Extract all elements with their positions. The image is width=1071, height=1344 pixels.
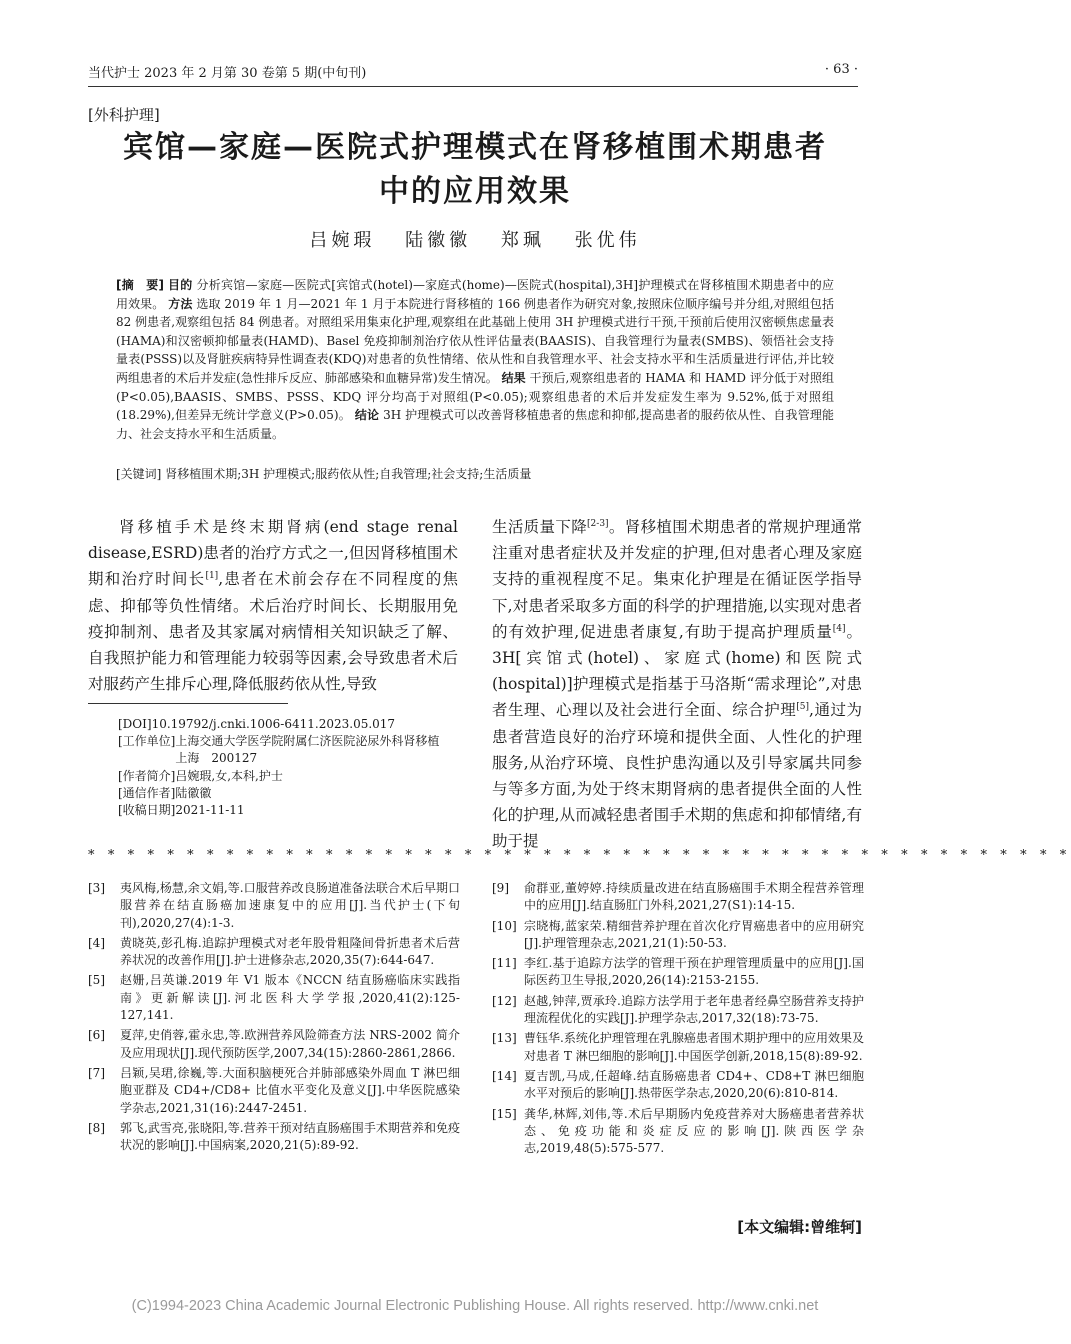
reference-item [492, 1068, 864, 1103]
journal-issue: 当代护士 2023 年 2 月第 30 卷第 5 期(中旬刊) [88, 66, 367, 81]
ref-num: [5] [88, 973, 105, 988]
ref-num: [7] [88, 1065, 105, 1080]
abstract-conclusion: 3H 护理模式可以改善肾移植患者的焦虑和抑郁,提高患者的服药依从性、自我管理能力、社会支持水平和生活质量。 [116, 408, 834, 441]
ref-num: [8] [88, 1120, 105, 1135]
date-label: [收稿日期] [118, 803, 176, 818]
ref-text: 赵姗,吕英谦.2019 年 V1 版本《NCCN 结直肠癌临床实践指南》更新解读[J].河北医科大学学报,2020,41(2):125-127,141. [120, 973, 460, 1023]
title-line-2: 中的应用效果 [379, 174, 571, 209]
author: 郑珮 [500, 230, 545, 251]
body-text: ,患者在术前会存在不同程度的焦虑、抑郁等负性情绪。术后治疗时间长、长期服用免疫抑制剂、患者及其家属对病情相关知识缺乏了解、自我照护能力和管理能力较弱等因素,会导致患者术后对服药产生排斥心理,降低服药依从性,导致 [88, 570, 458, 694]
body-column-left [88, 514, 458, 697]
ref-text: 李红.基于追踪方法学的管理干预在护理管理质量中的应用[J].国际医药卫生导报,2020,26(14):2153-2155. [524, 956, 864, 988]
ref-num: [4] [88, 935, 105, 950]
author: 张优伟 [574, 230, 641, 251]
abstract-aim: 分析宾馆—家庭—医院式[宾馆式(hotel)—家庭式(home)—医院式(hospital),3H]护理模式在肾移植围术期患者中的应用效果。 [116, 278, 834, 311]
body-text: 肾移植手术是终末期肾病(end stage renal disease,ESRD)患者的治疗方式之一,但因肾移植围术期和治疗时间长 [88, 518, 458, 589]
author: 陆徽徽 [405, 230, 472, 251]
ref-text: 宗晓梅,蓝家荣.精细营养护理在首次化疗胃癌患者中的应用研究[J].护理管理杂志,2021,21(1):50-53. [524, 918, 864, 950]
ref-text: 吕颖,吴珺,徐巍,等.大面积脑梗死合并肺部感染外周血 T 淋巴细胞亚群及 CD4+/CD8+ 比值水平变化及意义[J].中华医院感染学杂志,2021,31(16):2447-2451. [120, 1065, 460, 1115]
author-list [0, 226, 950, 252]
reference-item [88, 880, 460, 932]
reference-item [88, 972, 460, 1024]
method-label: 方法 [168, 296, 193, 311]
reference-item [492, 1030, 864, 1065]
ref-num: [9] [492, 881, 509, 895]
footnote-rule [88, 703, 288, 704]
body-text: ,通过为患者营造良好的治疗环境和提供全面、人性化的护理服务,从治疗环境、良性护患沟通以及引导家属共同参与等多方面,为处于终末期肾病的患者提供全面的人性化的护理,从而减轻患者围手术期的焦虑和抑郁情绪,有助于提 [492, 701, 862, 851]
intro-value: 吕婉瑕,女,本科,护士 [175, 768, 283, 783]
corr-label: [通信作者] [118, 785, 176, 800]
ref-num: [3] [88, 881, 105, 895]
reference-item [88, 1027, 460, 1062]
ref-num: [6] [88, 1028, 105, 1043]
reference-item [88, 935, 460, 970]
reference-item [88, 1120, 460, 1155]
body-text: 生活质量下降 [492, 518, 588, 536]
body-column-right [492, 514, 862, 855]
reference-item [492, 880, 864, 915]
article-separator: * * * * * * * * * * * * * * * * * * * * * * * * * * * * * * * * * * * * * * * * * * * * * * * * * * [88, 848, 1071, 863]
article-footnote [118, 716, 463, 819]
corr-row [118, 785, 463, 802]
intro-row [118, 768, 463, 785]
ref-num: [14] [492, 1068, 517, 1083]
references-left [88, 880, 460, 1157]
keywords [116, 465, 834, 483]
abstract-label: [摘 要] [116, 278, 164, 292]
ref-text: 夏萍,史俏蓉,霍永忠,等.欧洲营养风险筛查方法 NRS-2002 简介及应用现状[J].现代预防医学,2007,34(15):2860-2861,2866. [120, 1028, 460, 1060]
author: 吕婉瑕 [309, 230, 376, 251]
keywords-text: 肾移植围术期;3H 护理模式;服药依从性;自我管理;社会支持;生活质量 [165, 467, 532, 481]
citation: [4] [832, 623, 846, 634]
abstract-method: 选取 2019 年 1 月—2021 年 1 月于本院进行肾移植的 166 例患者作为研究对象,按照床位顺序编号并分组,对照组包括 82 例患者,观察组包括 84 例患者。对照组采用集束化护理,观察组在此基础上使用 3H 护理模式进行干预,干预前后使用汉密顿焦虑量表(HAMA)和汉密顿抑郁量表(HAMD)、Basel 免疫抑制剂治疗依从性评估量表(BAASIS)、自我管理行为量表(SMBS)、领悟社会支持量表(PSSS)以及肾脏疾病特异性调查表(KDQ)对患者的负性情绪、依从性和自我管理水平、社会支持水平和生活质量进行评估,并比较两组患者的术后并发症(急性排斥反应、肺部感染和血糖异常)发生情况。 [116, 296, 834, 385]
corr-value: 陆徽徽 [175, 785, 212, 800]
doi-value: 10.19792/j.cnki.1006-6411.2023.05.017 [151, 717, 396, 731]
unit-label: [工作单位] [118, 734, 176, 749]
ref-text: 曹钰华.系统化护理管理在乳腺癌患者围术期护理中的应用效果及对患者 T 淋巴细胞的影响[J].中国医学创新,2018,15(8):89-92. [524, 1031, 864, 1063]
ref-text: 龚华,林辉,刘伟,等.术后早期肠内免疫营养对大肠癌患者营养状态、免疫功能和炎症反应的影响[J].陕西医学杂志,2019,48(5):575-577. [524, 1106, 864, 1156]
conclusion-label: 结论 [354, 408, 380, 423]
date-value: 2021-11-11 [175, 803, 245, 818]
ref-text: 夷风梅,杨慧,余文娟,等.口服营养改良肠道准备法联合术后早期口服营养在结直肠癌加速康复中的应用[J].当代护士(下旬刊),2020,27(4):1-3. [120, 881, 460, 930]
running-head [88, 62, 858, 81]
ref-num: [13] [492, 1031, 517, 1046]
body-text: 。3H[宾馆式(hotel)、家庭式(home)和医院式(hospital)]护理模式是指基于马洛斯“需求理论”,对患者生理、心理以及社会进行全面、综合护理 [492, 622, 862, 720]
copyright-watermark: (C)1994-2023 China Academic Journal Electronic Publishing House. All rights reserved. http://www.cnki.net [131, 1298, 819, 1314]
references-right [492, 880, 864, 1160]
editor-note: [本文编辑:曾维轲] [737, 1218, 862, 1236]
column-tag: [外科护理] [88, 106, 160, 124]
ref-text: 黄晓英,彭孔梅.追踪护理模式对老年股骨粗隆间骨折患者术后营养状况的改善作用[J].护士进修杂志,2020,35(7):644-647. [120, 935, 460, 968]
ref-num: [10] [492, 918, 517, 933]
aim-label: 目的 [168, 278, 193, 292]
intro-label: [作者简介] [118, 768, 176, 783]
article-title [60, 126, 890, 214]
reference-item [88, 1065, 460, 1117]
ref-text: 俞群亚,董婷婷.持续质量改进在结直肠癌围手术期全程营养管理中的应用[J].结直肠肛门外科,2021,27(S1):14-15. [524, 881, 864, 913]
date-row [118, 802, 463, 819]
title-line-1: 宾馆—家庭—医院式护理模式在肾移植围术期患者 [123, 130, 827, 165]
abstract [116, 276, 834, 443]
doi-label: [DOI] [118, 717, 152, 731]
reference-item [492, 993, 864, 1028]
unit-row [118, 733, 463, 767]
header-rule [88, 86, 858, 87]
unit-value: 上海交通大学医学院附属仁济医院泌尿外科肾移植 上海 200127 [175, 734, 452, 766]
ref-num: [15] [492, 1106, 517, 1121]
citation: [5] [796, 702, 810, 713]
reference-item [492, 955, 864, 990]
ref-text: 赵越,钟萍,贾承玲.追踪方法学用于老年患者经鼻空肠营养支持护理流程优化的实践[J].护理学杂志,2017,32(18):73-75. [524, 993, 864, 1026]
keywords-label: [关键词] [116, 467, 162, 481]
ref-num: [11] [492, 956, 517, 971]
doi-row [118, 716, 463, 733]
citation: [1] [205, 571, 219, 582]
ref-text: 郭飞,武雪亮,张晓阳,等.营养干预对结直肠癌围手术期营养和免疫状况的影响[J].中国病案,2020,21(5):89-92. [120, 1120, 460, 1153]
citation: [2-3] [587, 518, 609, 529]
abstract-result: 干预后,观察组患者的 HAMA 和 HAMD 评分低于对照组(P<0.05),BAASIS、SMBS、PSSS、KDQ 评分均高于对照组(P<0.05);观察组患者的术后并发症发生率为 9.52%,低于对照组(18.29%),但差异无统计学意义(P>0.05)。 [116, 370, 834, 423]
ref-text: 夏吉凯,马成,任超峰.结直肠癌患者 CD4+、CD8+T 淋巴细胞水平对预后的影响[J].热带医学杂志,2020,20(6):810-814. [524, 1068, 864, 1101]
ref-num: [12] [492, 993, 517, 1008]
reference-item [492, 1106, 864, 1158]
reference-item [492, 918, 864, 953]
body-text: 。肾移植围术期患者的常规护理通常注重对患者症状及并发症的护理,但对患者心理及家庭支持的重视程度不足。集束化护理是在循证医学指导下,对患者采取多方面的科学的护理措施,以实现对患者的有效护理,促进患者康复,有助于提高护理质量 [492, 518, 862, 641]
result-label: 结果 [501, 370, 526, 385]
page-number: · 63 · [824, 62, 858, 77]
